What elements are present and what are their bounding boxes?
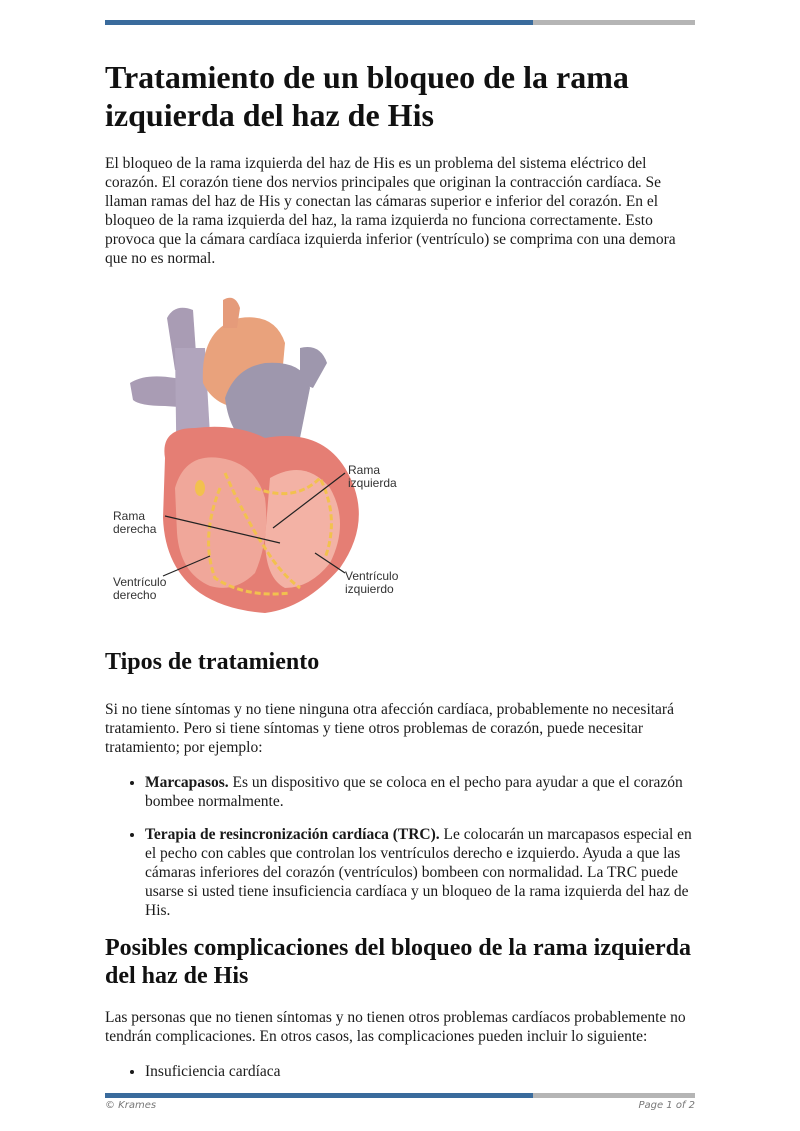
label-ventriculo-derecho-line1: Ventrículo: [113, 575, 167, 589]
list-item-term: Marcapasos.: [145, 774, 229, 791]
section-heading-tipos: Tipos de tratamiento: [105, 649, 320, 675]
footer-rule-gray: [533, 1093, 695, 1098]
label-rama-izquierda-line2: izquierda: [348, 476, 397, 490]
header-rule: [105, 20, 695, 25]
label-ventriculo-izquierdo-line2: izquierdo: [345, 582, 394, 596]
list-item: [145, 773, 695, 811]
treatment-list: [105, 773, 695, 920]
list-item-text: Le colocarán un marcapasos especial en el pecho con cables que controlan los ventrículos derecho e izquierdo. Ayuda a que las cámaras inferiores del corazón (ventrículos) bombeen con normalidad. La TRC puede usarse si usted tiene insuficiencia cardíaca y un bloqueo de la rama izquierda del haz de His.: [145, 826, 692, 919]
footer-rule: [105, 1093, 695, 1098]
section-tipos-paragraph: Si no tiene síntomas y no tiene ninguna otra afección cardíaca, probablemente no necesitará tratamiento. Pero si tiene síntomas y tiene otros problemas de corazón, puede necesitar tratamiento; por ejemplo:: [105, 701, 674, 756]
complications-list: [105, 1062, 695, 1081]
label-rama-derecha: [113, 510, 156, 536]
footer-page-number: Page 1 of 2: [638, 1100, 695, 1111]
footer-rule-blue: [105, 1093, 533, 1098]
section-complicaciones: [105, 934, 695, 1081]
document-body: [105, 58, 695, 1095]
label-rama-izquierda: [348, 464, 397, 490]
footer-copyright: © Krames: [105, 1100, 157, 1111]
section-complicaciones-paragraph: Las personas que no tienen síntomas y no tienen otros problemas cardíacos probablemente no tendrán complicaciones. En otros casos, las complicaciones pueden incluir lo siguiente:: [105, 1009, 686, 1045]
list-item: • Insuficiencia cardíaca: [145, 1062, 695, 1081]
header-rule-gray: [533, 20, 695, 25]
page-title: Tratamiento de un bloqueo de la rama izquierda del haz de His: [105, 59, 629, 133]
list-item-text: Es un dispositivo que se coloca en el pecho para ayudar a que el corazón bombee normalmente.: [145, 774, 683, 810]
section-tipos-tratamiento: [105, 648, 695, 920]
label-ventriculo-derecho-line2: derecho: [113, 588, 157, 602]
label-ventriculo-izquierdo: [345, 570, 398, 596]
header-rule-blue: [105, 20, 533, 25]
list-item: [145, 825, 695, 920]
intro-paragraph: El bloqueo de la rama izquierda del haz de His es un problema del sistema eléctrico del corazón. El corazón tiene dos nervios principales que originan la contracción cardíaca. Se llaman ramas del haz de His y conectan las cámaras superior e inferior del corazón. En el bloqueo de la rama izquierda del haz, la rama izquierda no funciona correctamente. Esto provoca que la cámara cardíaca izquierda inferior (ventrículo) se comprima con una demora que no es normal.: [105, 155, 676, 267]
label-rama-izquierda-line1: Rama: [348, 463, 381, 477]
list-item-term: Terapia de resincronización cardíaca (TRC).: [145, 826, 440, 843]
label-ventriculo-izquierdo-line1: Ventrículo: [345, 569, 399, 583]
label-ventriculo-derecho: [113, 576, 166, 602]
label-rama-derecha-line2: derecha: [113, 522, 157, 536]
heart-illustration: [105, 288, 425, 628]
section-heading-complicaciones: Posibles complicaciones del bloqueo de la rama izquierda del haz de His: [105, 935, 691, 989]
label-rama-derecha-line1: Rama: [113, 509, 146, 523]
